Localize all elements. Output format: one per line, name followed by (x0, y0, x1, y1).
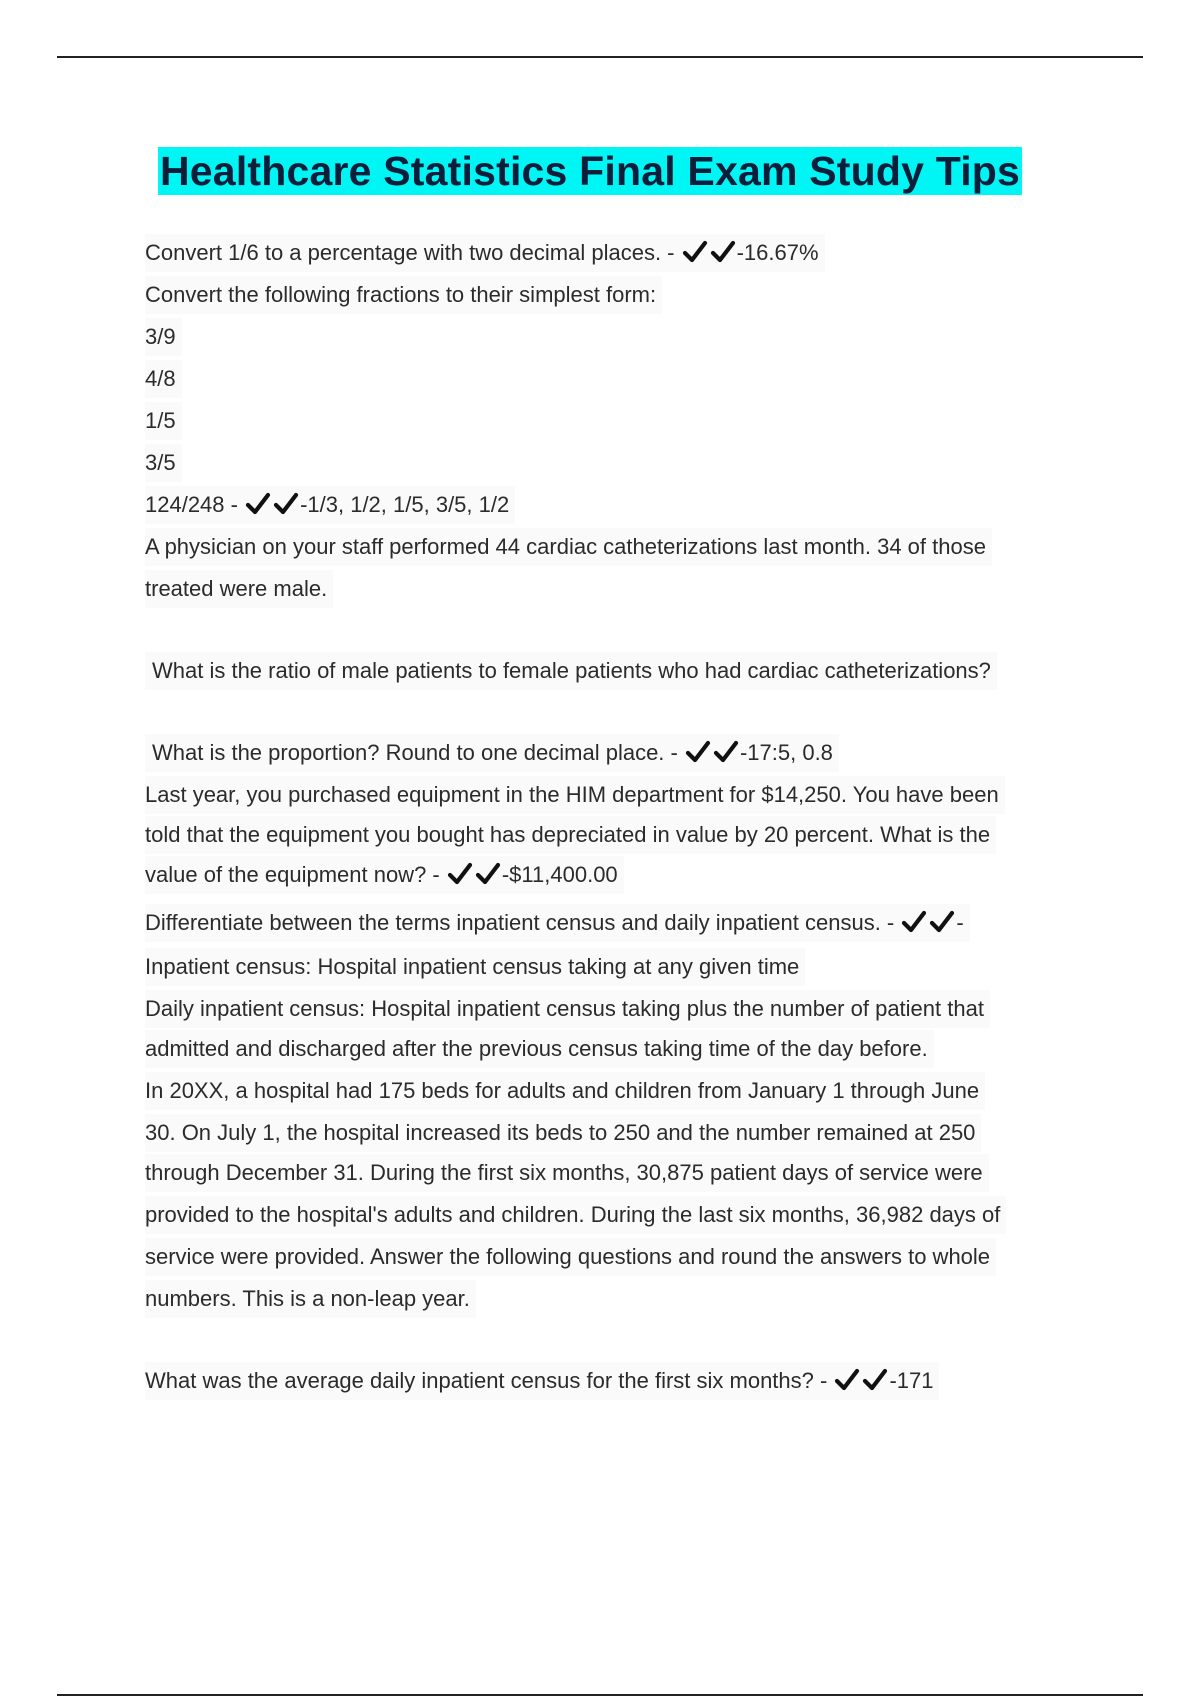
check-mark-icon (709, 237, 737, 267)
fraction-item: 1/5 (145, 402, 182, 440)
q2-last-fraction: 124/248 - (145, 492, 245, 517)
check-mark-icon (861, 1365, 889, 1395)
q4-answer: -$11,400.00 (501, 862, 618, 887)
check-mark-icon (833, 1365, 861, 1395)
fraction-item: 3/5 (145, 444, 182, 482)
double-check (833, 1362, 889, 1400)
q5-question: Differentiate between the terms inpatient census and daily inpatient census. - (145, 910, 901, 935)
check-mark-icon (684, 737, 712, 767)
q1 (145, 234, 1095, 276)
q5-dash: - (956, 910, 964, 935)
double-check (684, 734, 740, 772)
check-mark-icon (928, 907, 956, 937)
q4-line: told that the equipment you bought has depreciated in value by 20 percent. What is the (145, 816, 996, 854)
q6-line: numbers. This is a non-leap year. (145, 1280, 476, 1318)
q5-answer-line: admitted and discharged after the previous census taking time of the day before. (145, 1030, 934, 1068)
double-check (681, 234, 737, 272)
q2-prompt: Convert the following fractions to their simplest form: (145, 276, 662, 314)
q4-line: value of the equipment now? - (145, 862, 446, 887)
page-title: Healthcare Statistics Final Exam Study Tips (160, 148, 1021, 194)
q2-answer: -1/3, 1/2, 1/5, 3/5, 1/2 (300, 492, 510, 517)
q5-answer-line: Inpatient census: Hospital inpatient census taking at any given time (145, 948, 805, 986)
q5-answer-line: Daily inpatient census: Hospital inpatient census taking plus the number of patient that (145, 990, 990, 1028)
double-check (900, 904, 956, 942)
fraction-item: 3/9 (145, 318, 182, 356)
q3-proportion-question: What is the proportion? Round to one decimal place. - (152, 740, 684, 765)
bottom-rule (57, 1694, 1143, 1696)
q2-prompt-row (145, 276, 1095, 318)
q4-line: Last year, you purchased equipment in the HIM department for $14,250. You have been (145, 776, 1005, 814)
q6-line: through December 31. During the first six months, 30,875 patient days of service were (145, 1154, 989, 1192)
check-mark-icon (681, 237, 709, 267)
check-mark-icon (244, 489, 272, 519)
study-content (145, 234, 1095, 1404)
double-check (446, 856, 502, 894)
check-mark-icon (474, 859, 502, 889)
check-mark-icon (272, 489, 300, 519)
double-check (244, 486, 300, 524)
q2-answer-row (145, 486, 1095, 528)
q6-line: service were provided. Answer the following questions and round the answers to whole (145, 1238, 996, 1276)
q1-text: Convert 1/6 to a percentage with two decimal places. - (145, 240, 681, 265)
q6-question: What was the average daily inpatient census for the first six months? - (145, 1368, 834, 1393)
title-block (158, 147, 1022, 195)
q6-answer-row (145, 1362, 1095, 1404)
check-mark-icon (900, 907, 928, 937)
q5-question-row (145, 904, 1095, 948)
fraction-item: 4/8 (145, 360, 182, 398)
check-mark-icon (446, 859, 474, 889)
q4-answer-row (145, 856, 1095, 904)
q3-line: A physician on your staff performed 44 cardiac catheterizations last month. 34 of those (145, 528, 992, 566)
q6-line: In 20XX, a hospital had 175 beds for adults and children from January 1 through June (145, 1072, 985, 1110)
check-mark-icon (712, 737, 740, 767)
q3-answer-row (145, 734, 1095, 776)
top-rule (57, 56, 1143, 58)
q3-answer: -17:5, 0.8 (739, 740, 833, 765)
q1-answer: -16.67% (736, 240, 819, 265)
q6-line: provided to the hospital's adults and children. During the last six months, 36,982 days of (145, 1196, 1006, 1234)
q6-line: 30. On July 1, the hospital increased its beds to 250 and the number remained at 250 (145, 1114, 981, 1152)
q3-line: treated were male. (145, 570, 333, 608)
q3-ratio-question: What is the ratio of male patients to female patients who had cardiac catheterizations? (145, 652, 997, 690)
q6-answer: -171 (889, 1368, 934, 1393)
